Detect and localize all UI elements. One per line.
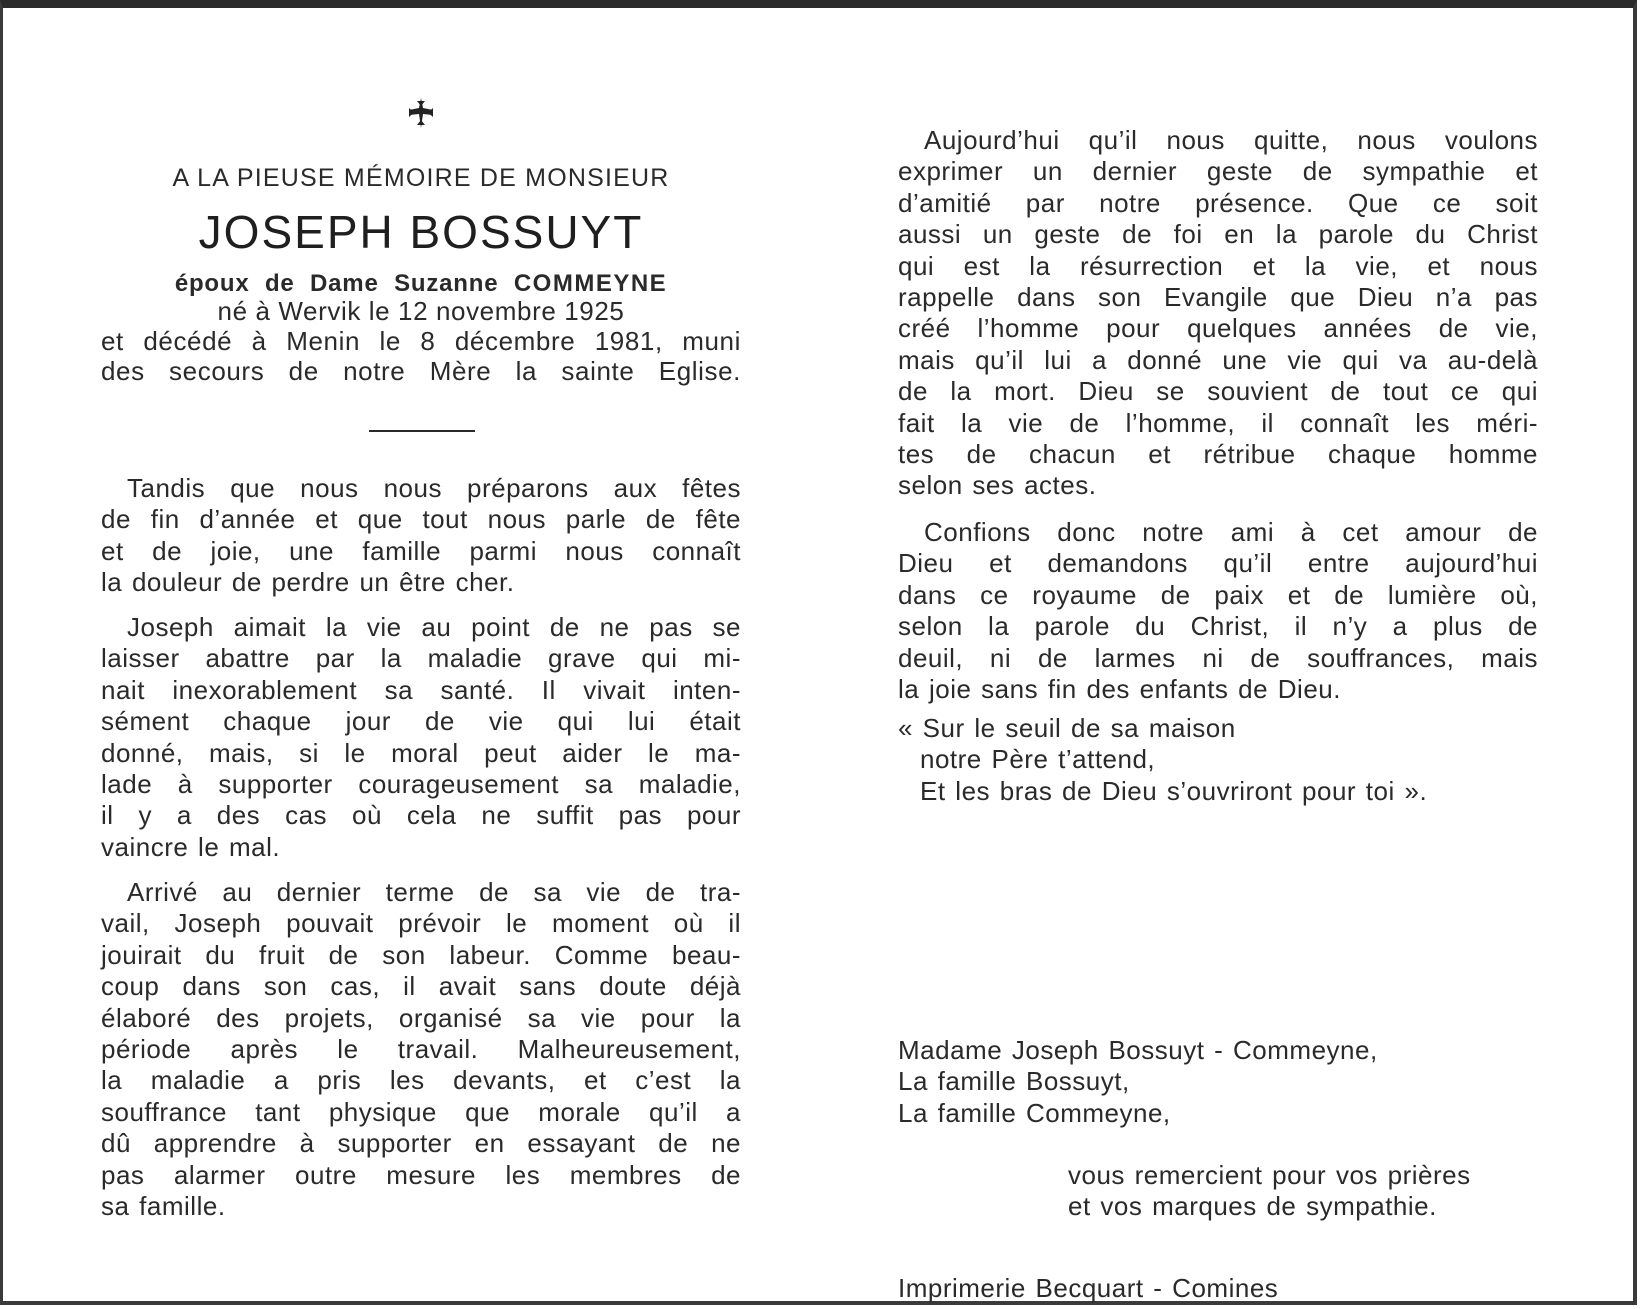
text-line: Confions donc notre ami à cet amour de — [924, 517, 1538, 547]
text-line: fait la vie de l’homme, il connaît les méri- — [898, 407, 1538, 438]
family-line: La famille Bossuyt, — [898, 1066, 1130, 1097]
thanks-line: vous remercient pour vos prières — [1068, 1160, 1471, 1190]
text-line: tes de chacun et rétribue chaque homme — [898, 439, 1538, 470]
right-paragraph-1 — [898, 125, 1538, 502]
text-line: laisser abattre par la maladie grave qui mi- — [101, 643, 741, 674]
quote-line: « Sur le seuil de sa maison — [898, 713, 1236, 743]
text-line: Joseph aimait la vie au point de ne pas se — [127, 612, 741, 642]
text-line: exprimer un dernier geste de sympathie et — [898, 156, 1538, 187]
text-line: sa famille. — [101, 1191, 226, 1222]
text-line: nait inexorablement sa santé. Il vivait inten- — [101, 674, 741, 705]
text-line: vail, Joseph pouvait prévoir le moment où il — [101, 908, 741, 939]
family-line: La famille Commeyne, — [898, 1097, 1171, 1128]
text-line: Aujourd’hui qu’il nous quitte, nous voulons — [924, 125, 1538, 155]
text-line: mais qu’il lui a donné une vie qui va au-delà — [898, 344, 1538, 375]
death-line: et décédé à Menin le 8 décembre 1981, muni — [101, 326, 741, 356]
text-line: Dieu et demandons qu’il entre aujourd’hui — [898, 548, 1538, 579]
text-line: selon la parole du Christ, il n’y a plus de — [898, 611, 1538, 642]
thanks-block — [1068, 1160, 1471, 1223]
text-line: coup dans son cas, il avait sans doute déjà — [101, 971, 741, 1002]
right-paragraph-2 — [898, 517, 1538, 705]
text-line: rappelle dans son Evangile que Dieu n’a pas — [898, 282, 1538, 313]
text-line: la douleur de perdre un être cher. — [101, 567, 515, 598]
text-line: la maladie a pris les devants, et c’est la — [101, 1065, 741, 1096]
left-paragraph-1 — [101, 473, 741, 599]
text-line: aussi un geste de foi en la parole du Christ — [898, 219, 1538, 250]
family-line: Madame Joseph Bossuyt - Commeyne, — [898, 1035, 1378, 1065]
text-line: vaincre le mal. — [101, 831, 281, 862]
text-line: d’amitié par notre présence. Que ce soit — [898, 187, 1538, 218]
text-line: dans ce royaume de paix et de lumière où, — [898, 579, 1538, 610]
left-paragraph-2 — [101, 612, 741, 863]
text-line: et de joie, une famille parmi nous connaît — [101, 535, 741, 566]
cross-icon — [406, 96, 436, 130]
text-line: Tandis que nous nous préparons aux fêtes — [127, 473, 741, 503]
text-line: de fin d’année et que tout nous parle de fête — [101, 504, 741, 535]
printer-credit — [898, 1273, 1278, 1304]
memorial-heading: A LA PIEUSE MÉMOIRE DE MONSIEUR — [172, 164, 670, 192]
text-line: lade à supporter courageusement sa maladie, — [101, 769, 741, 800]
text-line: dû apprendre à supporter en essayant de ne — [101, 1128, 741, 1159]
text-line: Arrivé au dernier terme de sa vie de tra- — [127, 877, 741, 907]
spouse-prefix: époux de Dame Suzanne — [174, 270, 499, 297]
spouse-line — [101, 270, 741, 298]
text-line: période après le travail. Malheureusement, — [101, 1034, 741, 1065]
printer-line: Imprimerie Becquart - Comines — [898, 1273, 1279, 1303]
text-line: pas alarmer outre mesure les membres de — [101, 1159, 741, 1190]
birth-line: né à Wervik le 12 novembre 1925 — [217, 296, 625, 326]
deceased-name: JOSEPH BOSSUYT — [198, 206, 644, 258]
text-line: élaboré des projets, organisé sa vie pour la — [101, 1002, 741, 1033]
sacrament-line: des secours de notre Mère la sainte Eglise. — [101, 356, 741, 386]
text-line: la joie sans fin des enfants de Dieu. — [898, 674, 1341, 705]
text-line: créé l’homme pour quelques années de vie, — [898, 313, 1538, 344]
quote-block — [898, 713, 1427, 807]
text-line: jouirait du fruit de son labeur. Comme beau- — [101, 939, 741, 970]
divider — [369, 430, 475, 432]
family-block — [898, 1035, 1378, 1129]
thanks-line: et vos marques de sympathie. — [1068, 1191, 1437, 1222]
text-line: souffrance tant physique que morale qu’il a — [101, 1096, 741, 1127]
text-line: qui est la résurrection et la vie, et nous — [898, 250, 1538, 281]
text-line: selon ses actes. — [898, 470, 1097, 501]
text-line: de la mort. Dieu se souvient de tout ce qui — [898, 376, 1538, 407]
quote-line: Et les bras de Dieu s’ouvriront pour toi ». — [920, 775, 1428, 806]
text-line: il y a des cas où cela ne suffit pas pour — [101, 800, 741, 831]
text-line: donné, mais, si le moral peut aider le ma- — [101, 737, 741, 768]
text-line: deuil, ni de larmes ni de souffrances, mais — [898, 642, 1538, 673]
spouse-surname: COMMEYNE — [513, 270, 668, 297]
quote-line: notre Père t’attend, — [920, 744, 1156, 775]
left-paragraph-3 — [101, 877, 741, 1222]
text-line: sément chaque jour de vie qui lui était — [101, 706, 741, 737]
